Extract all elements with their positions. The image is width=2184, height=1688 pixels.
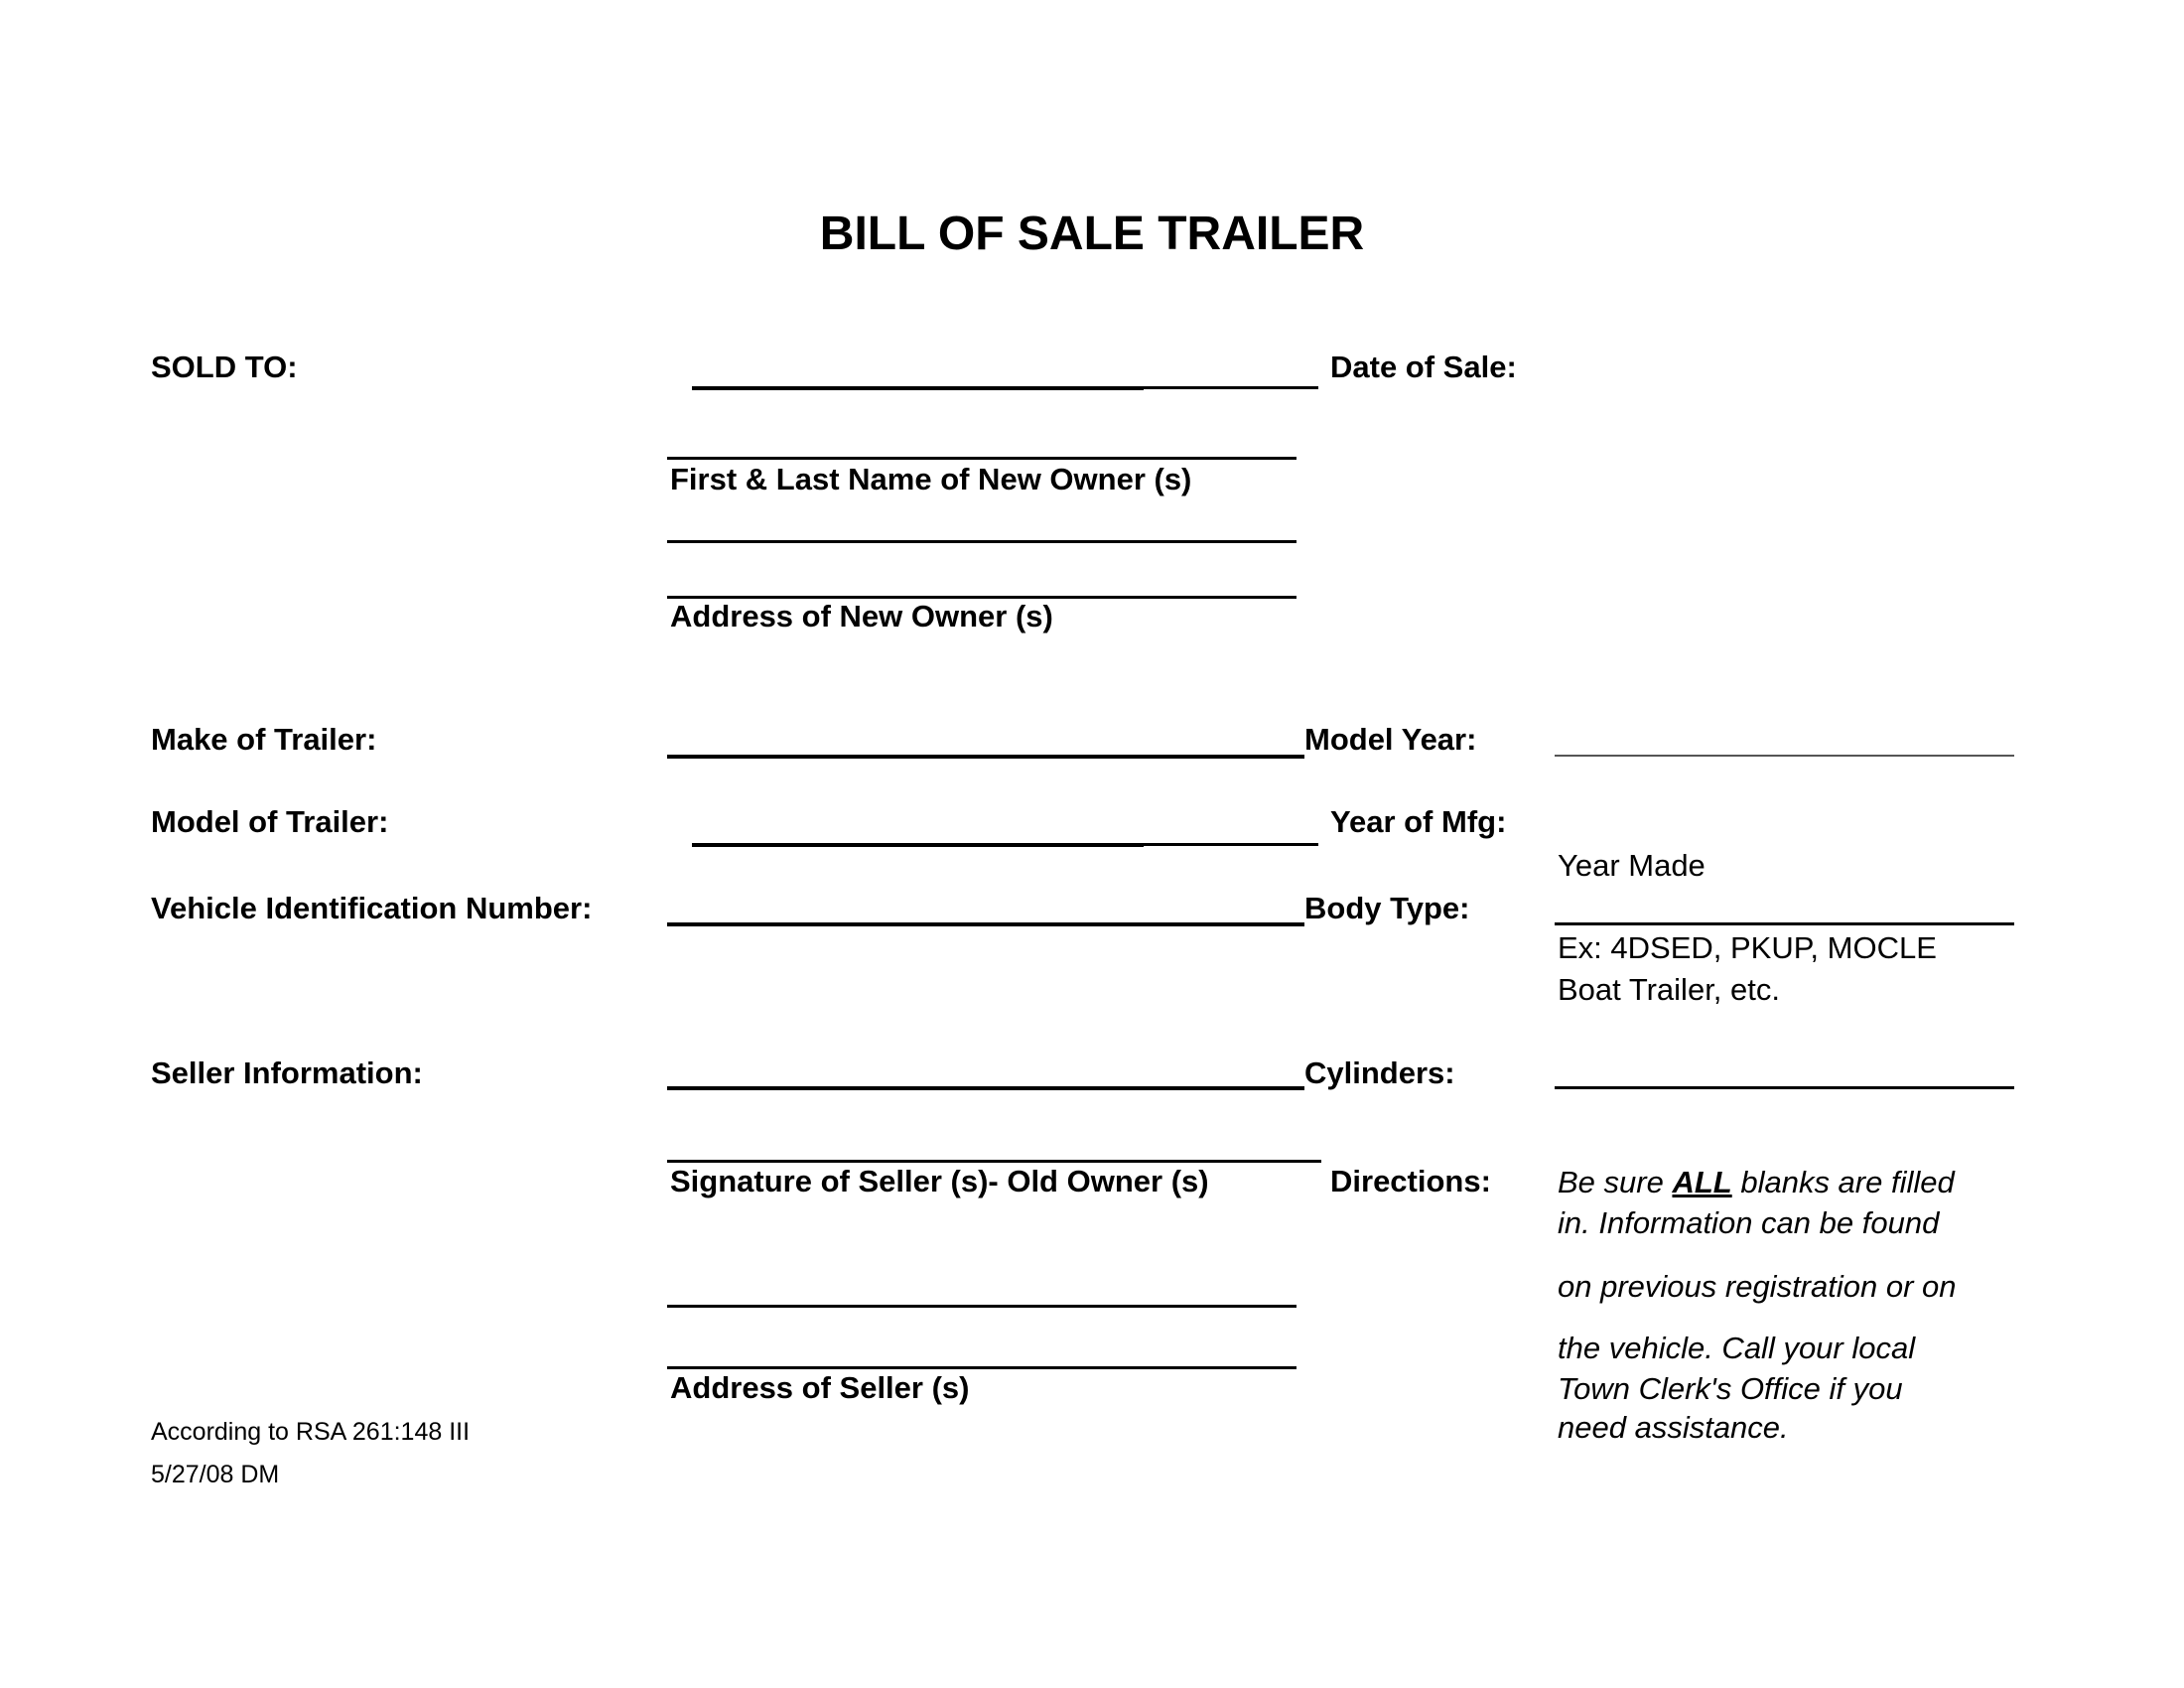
rsa-reference: According to RSA 261:148 III (151, 1418, 471, 1446)
make-of-trailer-label: Make of Trailer: (151, 722, 377, 757)
new-owner-address-caption: Address of New Owner (s) (670, 599, 1053, 633)
sold-to-line-bold (692, 386, 1144, 390)
seller-signature-caption: Signature of Seller (s)- Old Owner (s) (670, 1164, 1209, 1198)
directions-line-4: the vehicle. Call your local (1558, 1331, 1916, 1365)
model-year-label: Model Year: (1304, 722, 1477, 757)
revision-note: 5/27/08 DM (151, 1461, 280, 1488)
seller-information-label: Seller Information: (151, 1055, 423, 1090)
seller-address-line-2[interactable] (667, 1366, 1297, 1369)
new-owner-name-line[interactable] (667, 457, 1297, 460)
vin-label: Vehicle Identification Number: (151, 891, 593, 925)
directions-line-6: need assistance. (1558, 1410, 1789, 1445)
directions-line-5: Town Clerk's Office if you (1558, 1371, 1903, 1406)
year-of-mfg-label: Year of Mfg: (1330, 804, 1507, 839)
seller-address-caption: Address of Seller (s) (670, 1370, 970, 1405)
make-of-trailer-line[interactable] (667, 755, 1304, 759)
date-of-sale-label: Date of Sale: (1330, 350, 1517, 384)
vin-line[interactable] (667, 922, 1304, 926)
sold-to-line[interactable] (1144, 386, 1318, 389)
seller-information-line[interactable] (667, 1086, 1304, 1090)
directions-line-2: in. Information can be found (1558, 1205, 1940, 1240)
model-of-trailer-label: Model of Trailer: (151, 804, 389, 839)
model-of-trailer-line-bold (692, 843, 1144, 847)
sold-to-label: SOLD TO: (151, 350, 298, 384)
directions-line-1: Be sure ALL blanks are filled (1558, 1165, 1955, 1199)
year-made-hint: Year Made (1558, 848, 1706, 883)
body-type-label: Body Type: (1304, 891, 1470, 925)
body-type-example-2: Boat Trailer, etc. (1558, 972, 1780, 1007)
body-type-example-1: Ex: 4DSED, PKUP, MOCLE (1558, 930, 1937, 965)
page-title: BILL OF SALE TRAILER (819, 208, 1365, 260)
directions-line-3: on previous registration or on (1558, 1269, 1957, 1304)
seller-signature-line[interactable] (667, 1160, 1321, 1163)
new-owner-address-line-1[interactable] (667, 540, 1297, 543)
cylinders-line[interactable] (1555, 1086, 2014, 1089)
cylinders-label: Cylinders: (1304, 1055, 1455, 1090)
directions-all-emphasis: ALL (1672, 1165, 1732, 1199)
model-of-trailer-line[interactable] (1144, 843, 1318, 846)
seller-address-line-1[interactable] (667, 1305, 1297, 1308)
new-owner-name-caption: First & Last Name of New Owner (s) (670, 462, 1192, 496)
body-type-line[interactable] (1555, 922, 2014, 925)
directions-label: Directions: (1330, 1164, 1491, 1198)
model-year-line[interactable] (1555, 755, 2014, 757)
